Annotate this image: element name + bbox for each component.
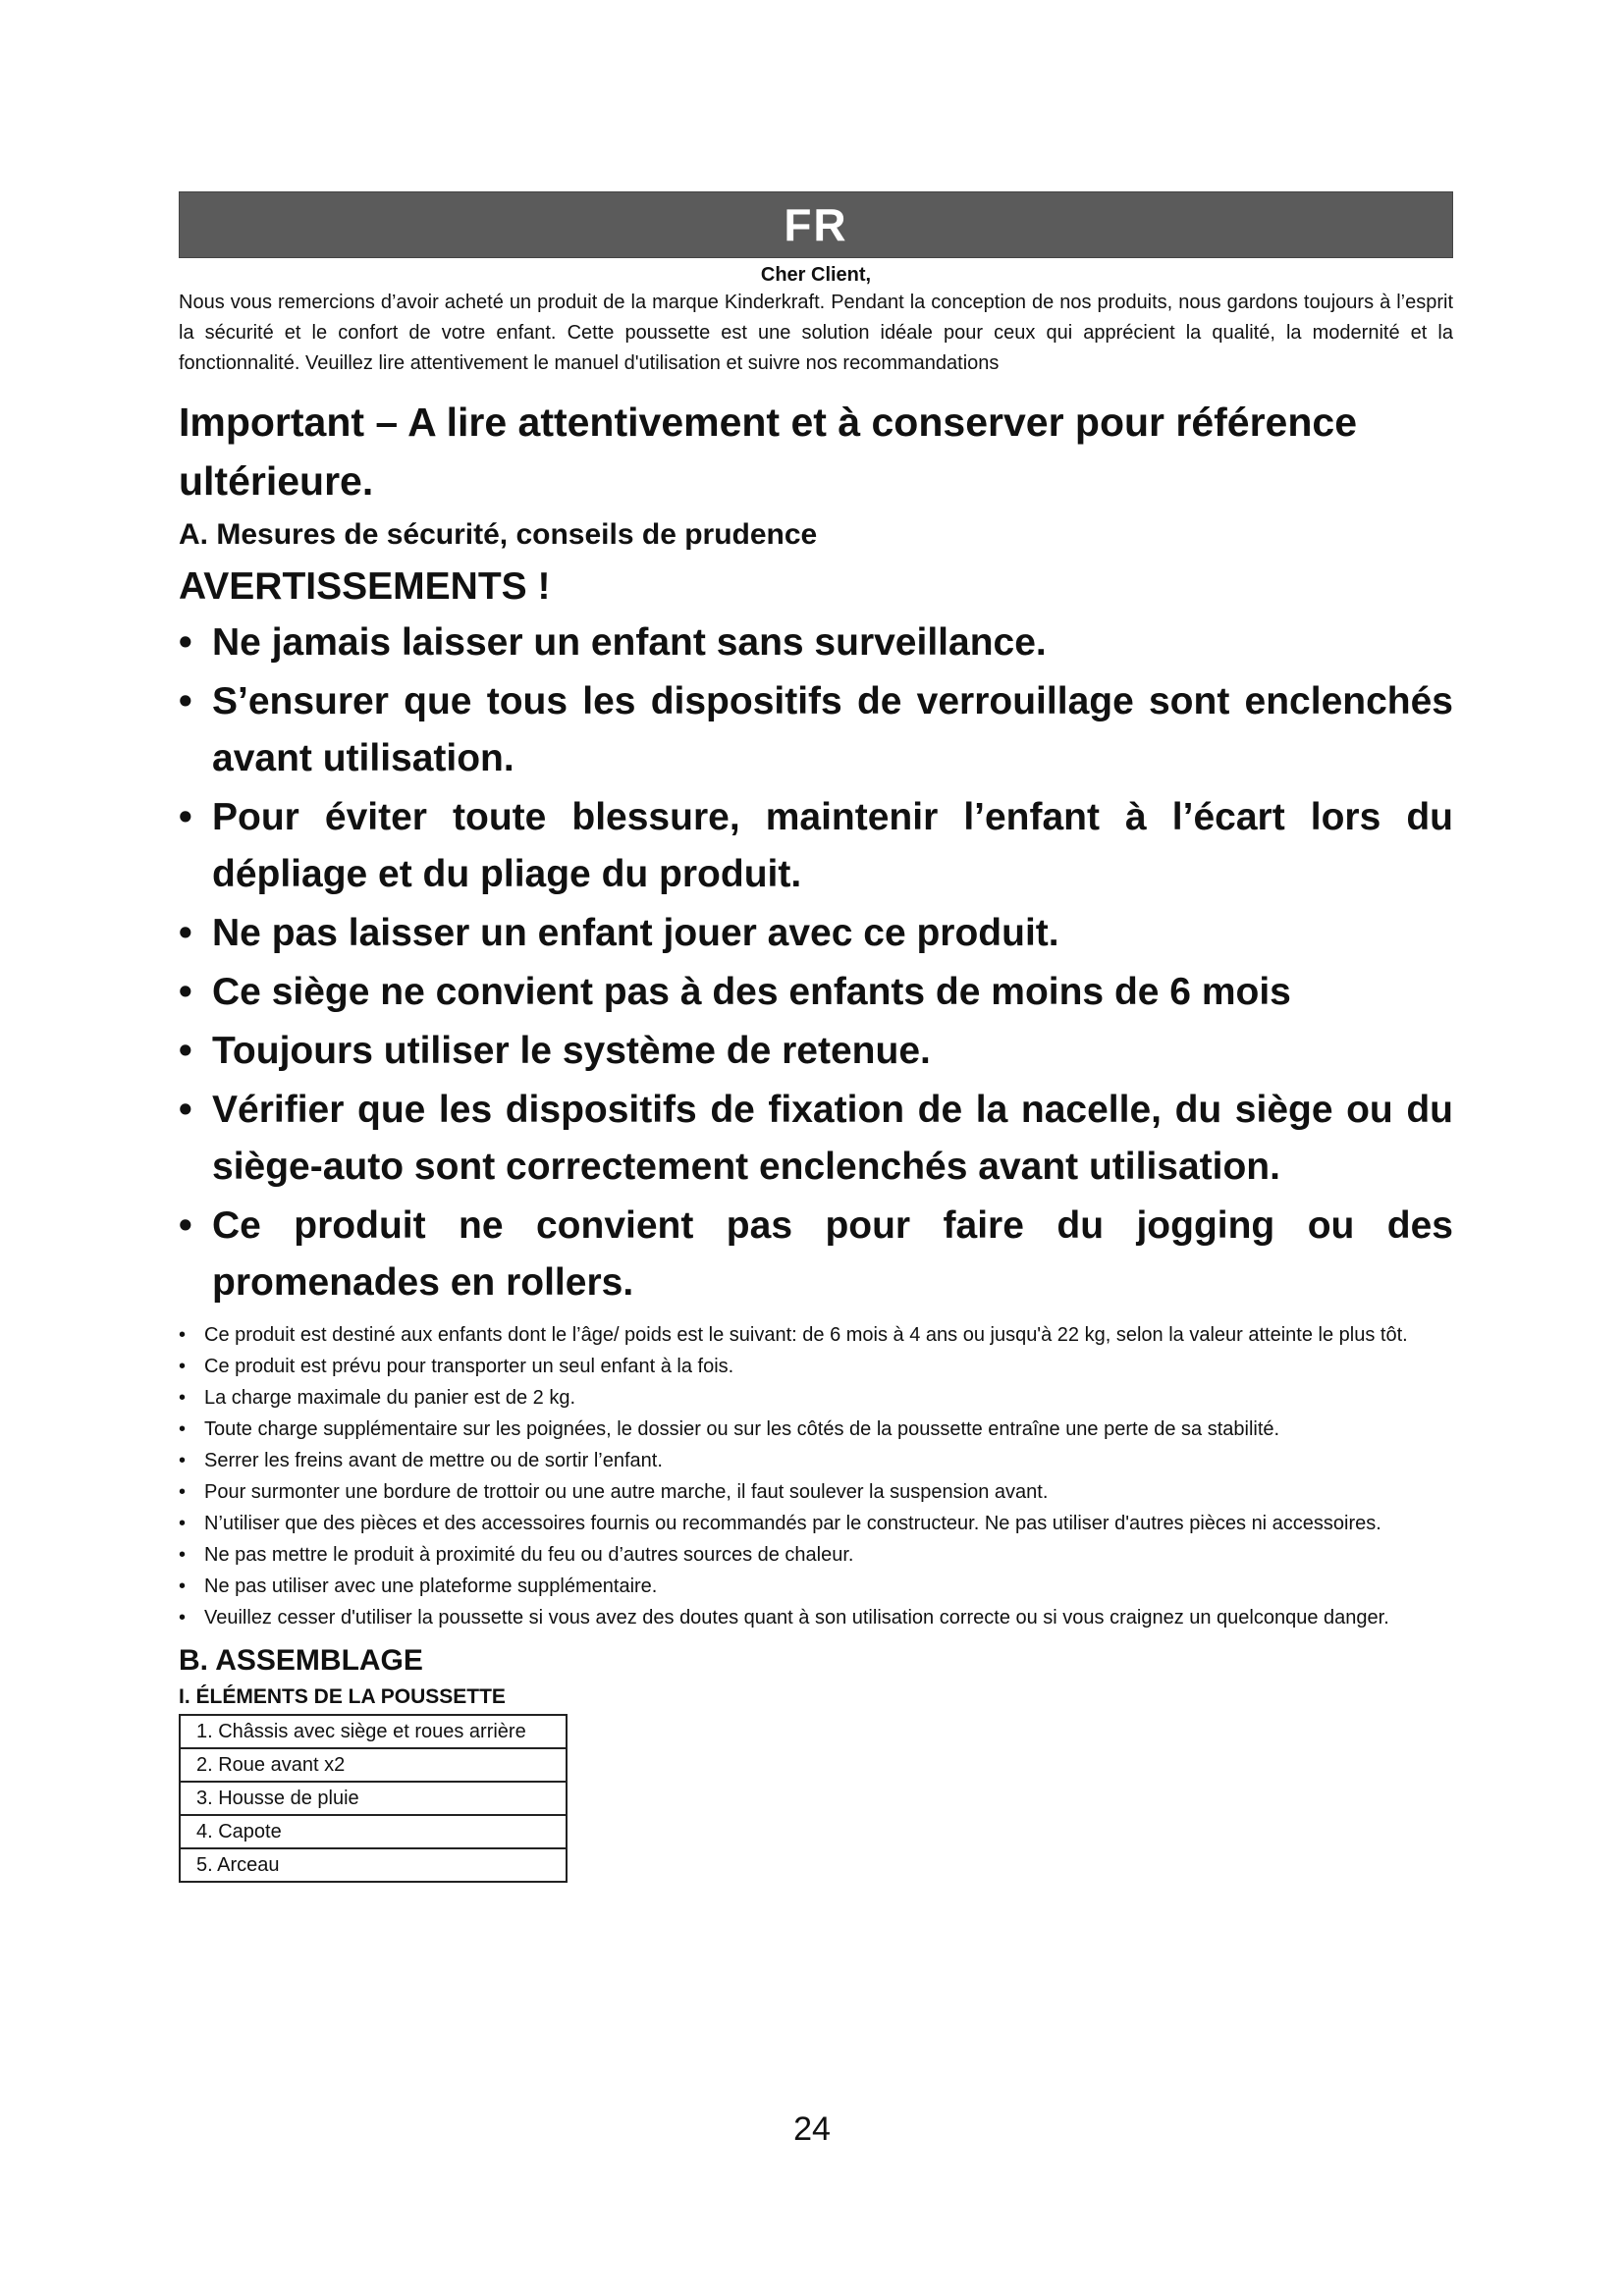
bullet-icon: • (179, 1030, 192, 1072)
subsection-i-title: I. ÉLÉMENTS DE LA POUSSETTE (179, 1685, 506, 1708)
part-cell: 5. Arceau (180, 1848, 567, 1882)
warning-item (179, 614, 1453, 671)
notes-list (179, 1321, 1453, 1631)
bullet-icon: • (179, 1575, 187, 1597)
warning-text: S’ensurer que tous les dispositifs de verrouillage sont enclenchés avant utilisation. (212, 680, 1453, 779)
part-cell: 3. Housse de pluie (180, 1782, 567, 1815)
table-row (180, 1782, 567, 1815)
table-row (180, 1815, 567, 1848)
bullet-icon: • (179, 1324, 187, 1346)
note-text: Ne pas utiliser avec une plateforme supplémentaire. (204, 1575, 658, 1597)
language-code: FR (784, 199, 848, 250)
document-page (179, 191, 1453, 1883)
table-row (180, 1848, 567, 1882)
note-item (179, 1573, 1453, 1600)
warning-item (179, 1023, 1453, 1080)
note-item (179, 1321, 1453, 1349)
page-number: 24 (793, 2110, 831, 2148)
bullet-icon: • (179, 1204, 192, 1247)
section-a-title: A. Mesures de sécurité, conseils de prudence (179, 518, 818, 551)
table-row (180, 1748, 567, 1782)
bullet-icon: • (179, 1356, 187, 1377)
bullet-icon: • (179, 1481, 187, 1503)
note-text: Veuillez cesser d'utiliser la poussette si vous avez des doutes quant à son utilisation correcte ou si vous craignez un quelconque danger. (204, 1607, 1389, 1629)
note-text: La charge maximale du panier est de 2 kg. (204, 1387, 575, 1409)
table-row (180, 1715, 567, 1748)
note-text: N’utiliser que des pièces et des accessoires fournis ou recommandés par le constructeur. Ne pas utiliser d'autres pièces ni accessoires. (204, 1513, 1381, 1534)
part-cell: 1. Châssis avec siège et roues arrière (180, 1715, 567, 1748)
parts-table (179, 1714, 568, 1883)
note-item (179, 1415, 1453, 1443)
note-item (179, 1541, 1453, 1569)
warning-text: Ce produit ne convient pas pour faire du jogging ou des promenades en rollers. (212, 1204, 1453, 1304)
bullet-icon: • (179, 971, 192, 1013)
note-text: Pour surmonter une bordure de trottoir ou une autre marche, il faut soulever la suspension avant. (204, 1481, 1049, 1503)
bullet-icon: • (179, 680, 192, 722)
bullet-icon: • (179, 1513, 187, 1534)
language-banner (179, 191, 1453, 258)
warning-item (179, 1082, 1453, 1196)
note-text: Serrer les freins avant de mettre ou de sortir l’enfant. (204, 1450, 663, 1471)
warning-item (179, 789, 1453, 903)
warning-text: Ne jamais laisser un enfant sans surveillance. (212, 621, 1047, 664)
note-text: Ce produit est prévu pour transporter un seul enfant à la fois. (204, 1356, 734, 1377)
warning-text: Toujours utiliser le système de retenue. (212, 1030, 931, 1072)
note-item (179, 1510, 1453, 1537)
bullet-icon: • (179, 1387, 187, 1409)
warning-item (179, 964, 1453, 1021)
bullet-icon: • (179, 796, 192, 838)
bullet-icon: • (179, 1607, 187, 1629)
note-item (179, 1478, 1453, 1506)
part-cell: 4. Capote (180, 1815, 567, 1848)
note-item (179, 1353, 1453, 1380)
warnings-title: AVERTISSEMENTS ! (179, 565, 551, 608)
part-cell: 2. Roue avant x2 (180, 1748, 567, 1782)
warning-text: Ce siège ne convient pas à des enfants de moins de 6 mois (212, 971, 1291, 1013)
warning-text: Pour éviter toute blessure, maintenir l’enfant à l’écart lors du dépliage et du pliage du produit. (212, 796, 1453, 895)
intro-paragraph: Nous vous remercions d’avoir acheté un produit de la marque Kinderkraft. Pendant la conception de nos produits, nous gardons toujours à l’esprit la sécurité et le confort de votre enfant. Cette poussette est une solution idéale pour ceux qui apprécient la qualité, la modernité et la fonctionnalité. Veuillez lire attentivement le manuel d'utilisation et suivre nos recommandations (179, 292, 1453, 374)
section-b-title: B. ASSEMBLAGE (179, 1644, 423, 1677)
note-item (179, 1384, 1453, 1412)
warning-item (179, 673, 1453, 787)
bullet-icon: • (179, 621, 192, 664)
bullet-icon: • (179, 1418, 187, 1440)
warning-text: Ne pas laisser un enfant jouer avec ce produit. (212, 912, 1059, 954)
warnings-list (179, 614, 1453, 1311)
bullet-icon: • (179, 1544, 187, 1566)
important-heading: Important – A lire attentivement et à conserver pour référence ultérieure. (179, 400, 1358, 504)
bullet-icon: • (179, 1450, 187, 1471)
greeting: Cher Client, (760, 264, 872, 286)
bullet-icon: • (179, 1089, 192, 1131)
note-item (179, 1447, 1453, 1474)
note-item (179, 1604, 1453, 1631)
warning-item (179, 905, 1453, 962)
bullet-icon: • (179, 912, 192, 954)
note-text: Ce produit est destiné aux enfants dont le l’âge/ poids est le suivant: de 6 mois à 4 ans ou jusqu'à 22 kg, selon la valeur atteinte le plus tôt. (204, 1324, 1408, 1346)
warning-text: Vérifier que les dispositifs de fixation de la nacelle, du siège ou du siège-auto sont correctement enclenchés avant utilisation. (212, 1089, 1453, 1188)
note-text: Ne pas mettre le produit à proximité du feu ou d’autres sources de chaleur. (204, 1544, 854, 1566)
note-text: Toute charge supplémentaire sur les poignées, le dossier ou sur les côtés de la poussette entraîne une perte de sa stabilité. (204, 1418, 1280, 1440)
warning-item (179, 1198, 1453, 1311)
